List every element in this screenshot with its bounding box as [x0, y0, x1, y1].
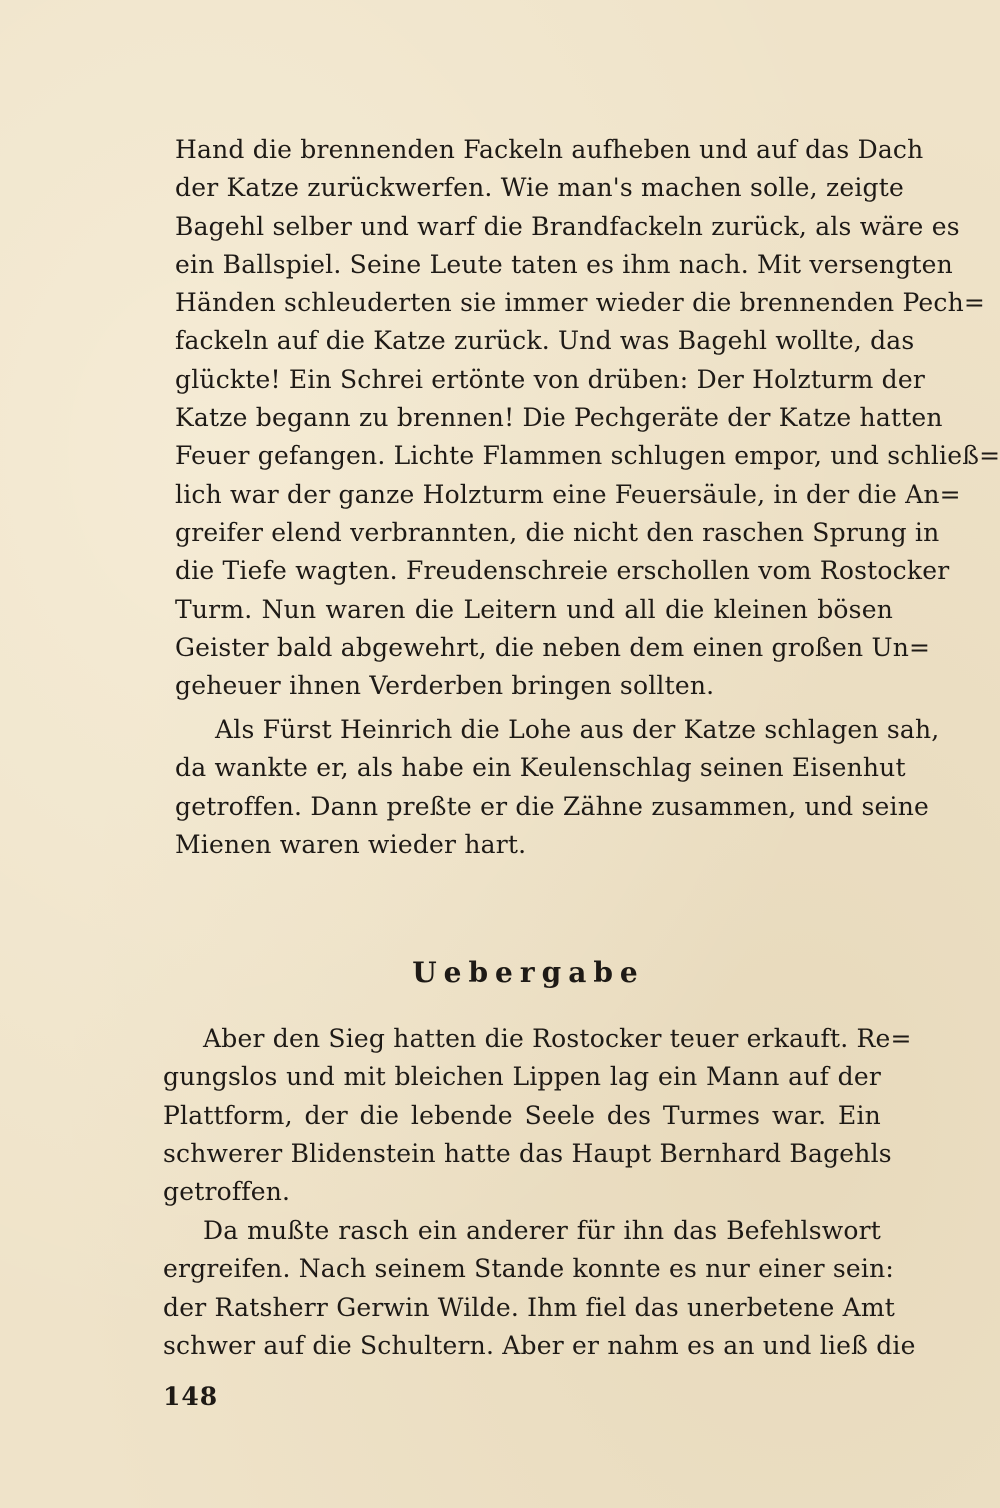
text-line: Aber den Sieg hatten die Rostocker teuer erkauft. Re= — [203, 1024, 912, 1053]
text-line: die Tiefe wagten. Freudenschreie erschollen vom Rostocker — [175, 556, 950, 586]
text-line: Turm. Nun waren die Leitern und all die kleinen bösen — [175, 594, 893, 624]
text-line: getroffen. Dann preßte er die Zähne zusammen, und seine — [175, 791, 930, 821]
paragraph-1 — [175, 131, 1000, 705]
text-line: Geister bald abgewehrt, die neben dem einen großen Un= — [175, 632, 931, 662]
text-line: Feuer gefangen. Lichte Flammen schlugen empor, und schließ= — [175, 441, 1000, 471]
text-line: geheuer ihnen Verderben bringen sollten. — [175, 671, 715, 701]
text-line: der Katze zurückwerfen. Wie man's machen solle, zeigte — [175, 173, 904, 203]
text-line: schwer auf die Schultern. Aber er nahm es an und ließ die — [163, 1330, 916, 1360]
text-line: Bagehl selber und warf die Brandfackeln zurück, als wäre es — [175, 211, 960, 241]
text-line: Plattform, der die lebende Seele des Turmes war. Ein — [163, 1100, 881, 1130]
text-line: Hand die brennenden Fackeln aufheben und auf das Dach — [175, 135, 924, 164]
text-line: der Ratsherr Gerwin Wilde. Ihm fiel das unerbetene Amt — [163, 1292, 896, 1322]
text-line: lich war der ganze Holzturm eine Feuersäule, in der die An= — [175, 479, 961, 509]
text-line: Da mußte rasch ein anderer für ihn das Befehlswort — [203, 1216, 881, 1245]
text-line: Mienen waren wieder hart. — [175, 829, 527, 859]
paragraph-3 — [163, 1020, 912, 1211]
section-heading: Uebergabe — [412, 956, 645, 989]
text-line: gungslos und mit bleichen Lippen lag ein Mann auf der — [163, 1062, 881, 1092]
text-line: Als Fürst Heinrich die Lohe aus der Katze schlagen sah, — [215, 715, 940, 744]
text-line: fackeln auf die Katze zurück. Und was Bagehl wollte, das — [175, 326, 915, 356]
paragraph-4 — [163, 1212, 916, 1365]
text-line: getroffen. — [163, 1177, 291, 1207]
text-line: Händen schleuderten sie immer wieder die brennenden Pech= — [175, 288, 986, 318]
paragraph-2 — [175, 711, 940, 864]
text-line: ergreifen. Nach seinem Stande konnte es nur einer sein: — [163, 1254, 895, 1284]
text-line: da wankte er, als habe ein Keulenschlag seinen Eisenhut — [175, 753, 906, 783]
text-line: greifer elend verbrannten, die nicht den raschen Sprung in — [175, 517, 940, 547]
text-line: ein Ballspiel. Seine Leute taten es ihm nach. Mit versengten — [175, 249, 953, 279]
page-number: 148 — [163, 1382, 219, 1411]
text-line: schwerer Blidenstein hatte das Haupt Bernhard Bagehls — [163, 1138, 892, 1168]
text-line: glückte! Ein Schrei ertönte von drüben: Der Holzturm der — [175, 364, 926, 394]
text-line: Katze begann zu brennen! Die Pechgeräte der Katze hatten — [175, 403, 943, 433]
